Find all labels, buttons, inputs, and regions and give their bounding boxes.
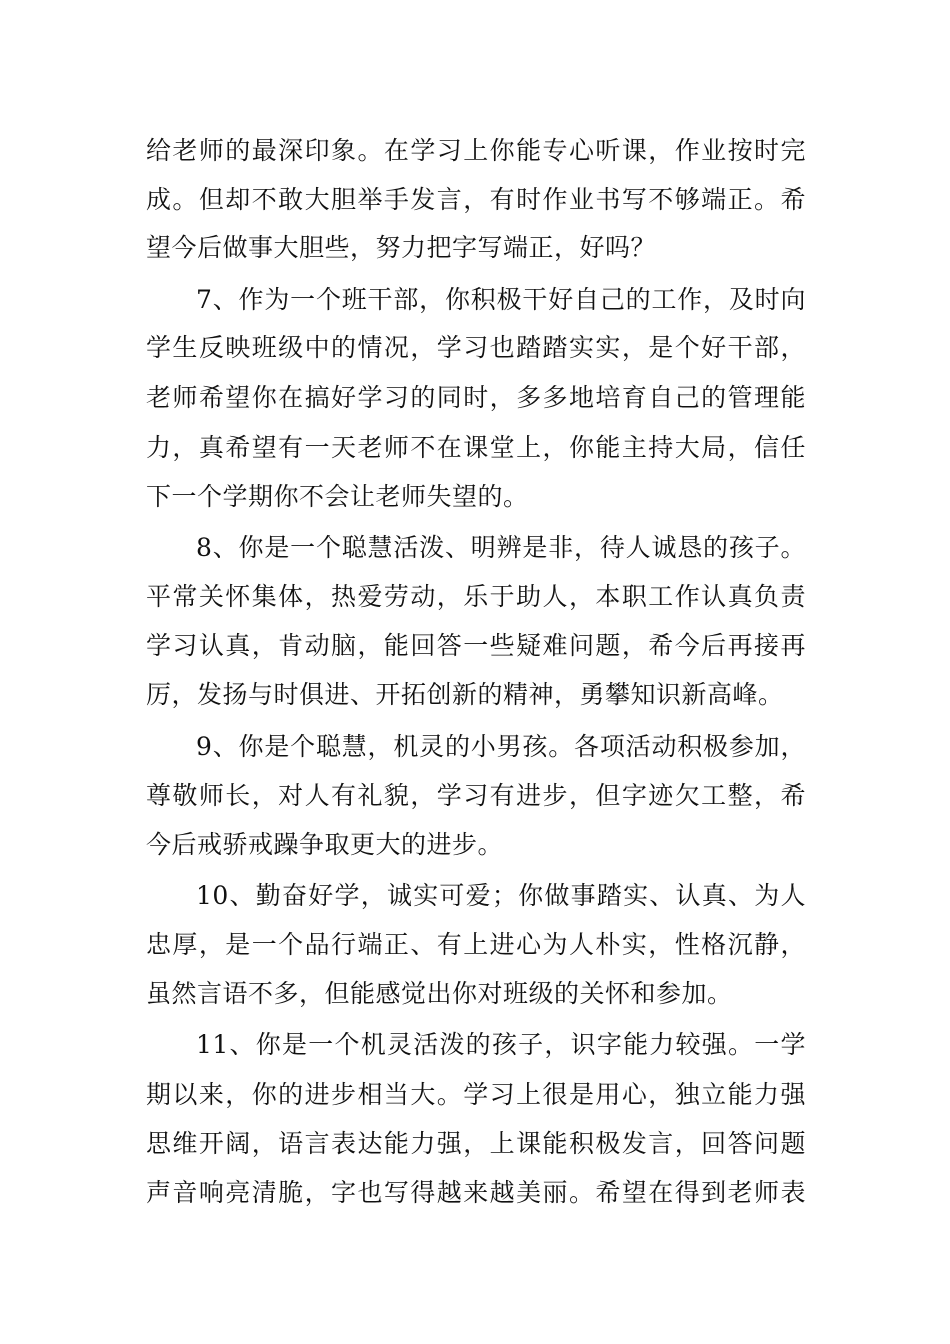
text-line: 给老师的最深印象。在学习上你能专心听课，作业按时完 bbox=[146, 136, 806, 165]
text-line: 忠厚，是一个品行端正、有上进心为人朴实，性格沉静， bbox=[146, 930, 806, 959]
text-line: 期以来，你的进步相当大。学习上很是用心，独立能力强 bbox=[146, 1080, 806, 1109]
text-line: 7、作为一个班干部，你积极干好自己的工作，及时向 bbox=[196, 285, 806, 314]
text-line: 老师希望你在搞好学习的同时，多多地培育自己的管理能 bbox=[146, 383, 806, 412]
text-line: 今后戒骄戒躁争取更大的进步。 bbox=[146, 830, 504, 859]
text-line: 8、你是一个聪慧活泼、明辨是非，待人诚恳的孩子。 bbox=[196, 533, 806, 562]
text-line: 成。但却不敢大胆举手发言，有时作业书写不够端正。希 bbox=[146, 185, 806, 214]
text-line: 9、你是个聪慧，机灵的小男孩。各项活动积极参加， bbox=[196, 732, 806, 761]
text-line: 平常关怀集体，热爱劳动，乐于助人，本职工作认真负责 bbox=[146, 582, 806, 611]
text-line: 声音响亮清脆，字也写得越来越美丽。希望在得到老师表 bbox=[146, 1178, 806, 1207]
text-line: 思维开阔，语言表达能力强，上课能积极发言，回答问题 bbox=[146, 1129, 806, 1158]
text-line: 厉，发扬与时俱进、开拓创新的精神，勇攀知识新高峰。 bbox=[146, 680, 784, 709]
text-line: 尊敬师长，对人有礼貌，学习有进步，但字迹欠工整，希 bbox=[146, 781, 806, 810]
text-line: 望今后做事大胆些，努力把字写端正，好吗？ bbox=[146, 233, 657, 262]
text-line: 学生反映班级中的情况，学习也踏踏实实，是个好干部， bbox=[146, 333, 806, 362]
text-line: 虽然言语不多，但能感觉出你对班级的关怀和参加。 bbox=[146, 979, 733, 1008]
text-line: 力，真希望有一天老师不在课堂上，你能主持大局，信任 bbox=[146, 433, 806, 462]
text-line: 11、你是一个机灵活泼的孩子，识字能力较强。一学 bbox=[196, 1030, 806, 1059]
text-line: 10、勤奋好学，诚实可爱；你做事踏实、认真、为人 bbox=[196, 881, 806, 910]
text-line: 学习认真，肯动脑，能回答一些疑难问题，希今后再接再 bbox=[146, 631, 806, 660]
text-line: 下一个学期你不会让老师失望的。 bbox=[146, 482, 529, 511]
